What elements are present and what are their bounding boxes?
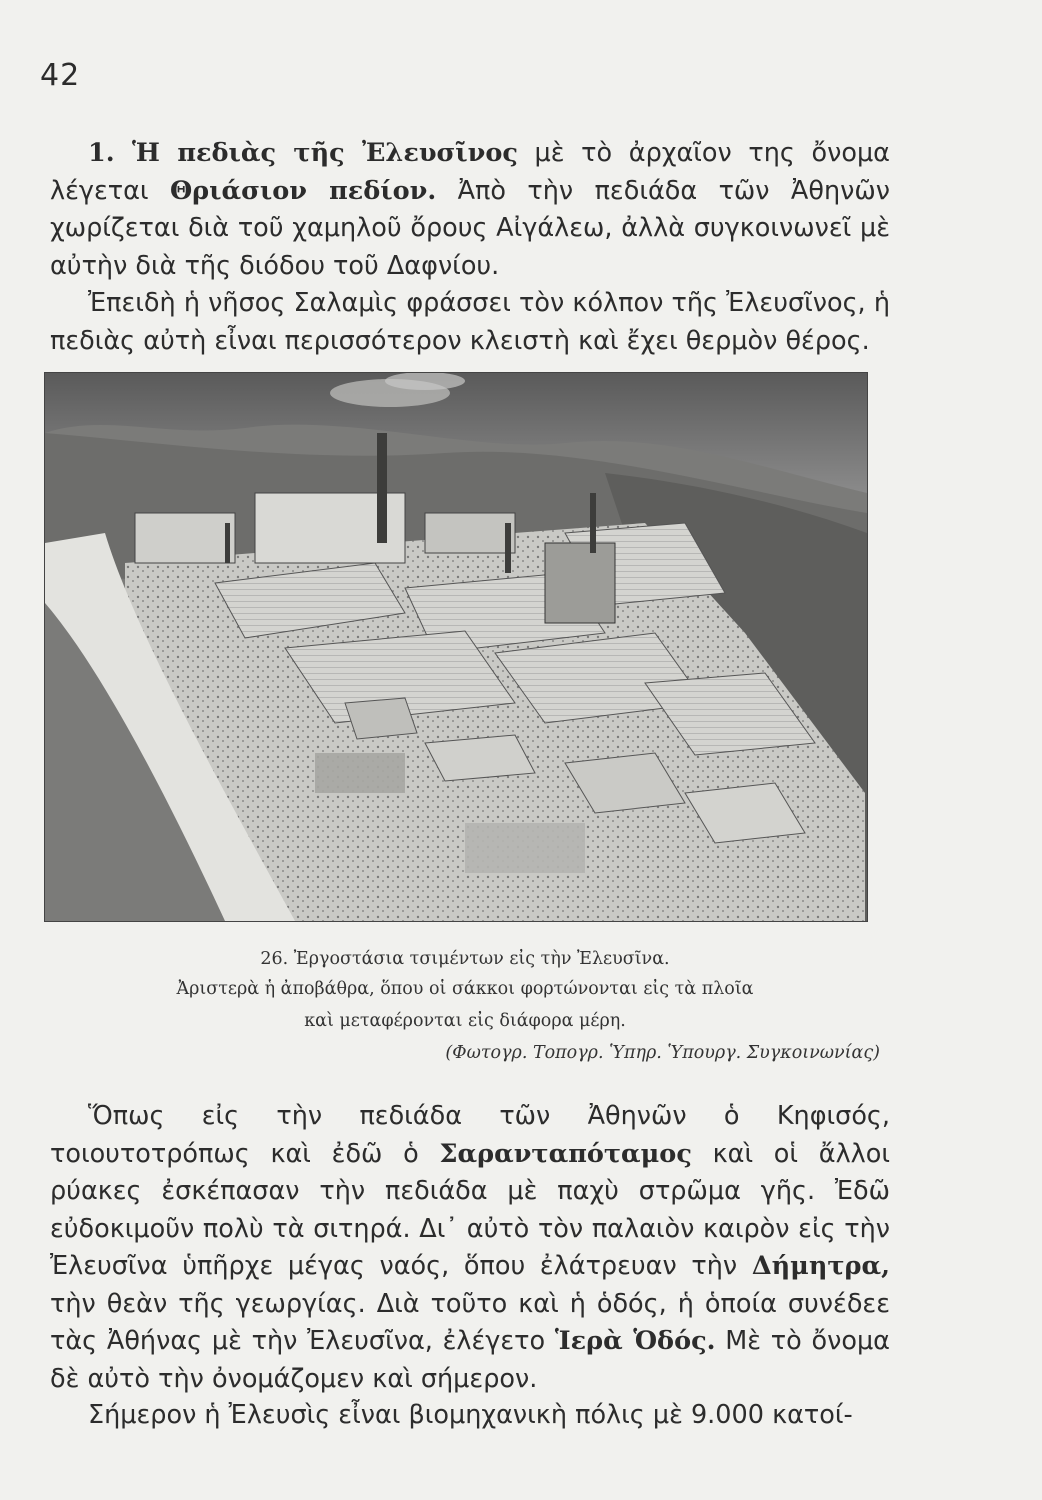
paragraph-text: Ὅπως εἰς τὴν πεδιάδα τῶν Ἀθηνῶν ὁ Κηφισός, τοιουτοτρόπως καὶ ἐδῶ ὁ bbox=[50, 1101, 890, 1169]
paragraph-plain-intro bbox=[50, 135, 890, 285]
paragraph-text: Ἀπὸ τὴν πεδιάδα τῶν Ἀθηνῶν χωρίζεται διὰ τοῦ χαμηλοῦ ὄρους Αἰγάλεω, ἀλλὰ συγκοινωνεῖ μὲ αὐτὴν διὰ τῆς διόδου τοῦ Δαφνίου. bbox=[50, 175, 890, 281]
paragraph-text: μὲ τὸ ἀρχαῖον της ὄνομα λέγεται bbox=[50, 138, 890, 206]
paragraph-text: Μὲ τὸ ὄνομα δὲ αὐτὸ τὴν ὀνομάζομεν καὶ σήμερον. bbox=[50, 1326, 890, 1394]
caption-line-3: καὶ μεταφέρονται εἰς διάφορα μέρη. bbox=[304, 1011, 626, 1031]
caption-line-1: 26. Ἐργοστάσια τσιμέντων εἰς τὴν Ἐλευσῖνα. bbox=[260, 949, 670, 969]
term-bold: Ἱερὰ Ὁδός. bbox=[554, 1326, 716, 1356]
paragraph-industrial: Σήμερον ἡ Ἐλευσὶς εἶναι βιομηχανικὴ πόλις μὲ 9.000 κατοί- bbox=[88, 1400, 853, 1430]
page-number: 42 bbox=[40, 58, 81, 93]
paragraph-text: τὴν θεὰν τῆς γεωργίας. Διὰ τοῦτο καὶ ἡ ὁδός, ἡ ὁποία συνέδεε τὰς Ἀθήνας μὲ τὴν Ἐλευσῖνα, ἐλέγετο bbox=[50, 1288, 890, 1356]
paragraph-sarantapotamos bbox=[50, 1098, 890, 1398]
paragraph-salamis: Ἐπειδὴ ἡ νῆσος Σαλαμὶς φράσσει τὸν κόλπον τῆς Ἐλευσῖνος, ἡ πεδιὰς αὐτὴ εἶναι περισσότερον κλειστὴ καὶ ἔχει θερμὸν θέρος. bbox=[50, 288, 890, 356]
heading-bold: 1. Ἡ πεδιὰς τῆς Ἐλευσῖνος bbox=[88, 138, 518, 168]
term-bold: Σαρανταπόταμος bbox=[439, 1138, 692, 1169]
term-bold: Θριάσιον πεδίον. bbox=[169, 175, 437, 206]
paragraph-text: καὶ οἱ ἄλλοι ρύακες ἐσκέπασαν τὴν πεδιάδα μὲ παχὺ στρῶμα γῆς. Ἐδῶ εὐδοκιμοῦν πολὺ τὰ σιτηρά. Δι᾽ αὐτὸ τὸν παλαιὸν καιρὸν εἰς τὴν Ἐλευσῖνα ὑπῆρχε μέγας ναός, ὅπου ἐλάτρευαν τὴν bbox=[50, 1138, 891, 1281]
caption-line-2: Ἀριστερὰ ἡ ἀποβάθρα, ὅπου οἱ σάκκοι φορτώνονται εἰς τὰ πλοῖα bbox=[176, 979, 754, 999]
term-bold: Δήμητρα, bbox=[751, 1251, 890, 1281]
caption-credit: (Φωτογρ. Τοπογρ. Ὑπηρ. Ὑπουργ. Συγκοινωνίας) bbox=[445, 1043, 880, 1063]
factory-photo bbox=[44, 372, 868, 922]
